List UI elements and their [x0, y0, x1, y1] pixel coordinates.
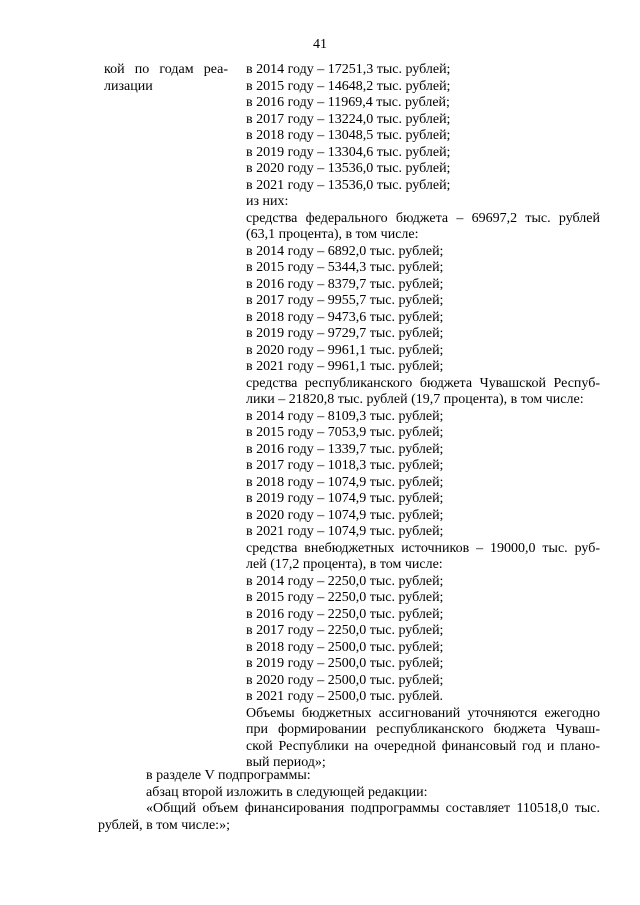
extrabudget-heading-line-1: средства внебюджетных источников – 19000,0 тыс. руб-: [246, 540, 600, 556]
federal-year-line: в 2015 году – 5344,3 тыс. рублей;: [246, 260, 444, 275]
republic-year-line: в 2014 году – 8109,3 тыс. рублей;: [246, 408, 444, 424]
republic-year-line: в 2021 году – 1074,9 тыс. рублей;: [246, 524, 444, 539]
federal-year-line: в 2014 году – 6892,0 тыс. рублей;: [246, 243, 444, 259]
republic-year-line: в 2020 году – 1074,9 тыс. рублей;: [246, 507, 444, 523]
extrabudget-year-line: в 2019 году – 2500,0 тыс. рублей;: [246, 656, 444, 671]
federal-year-line: в 2018 году – 9473,6 тыс. рублей;: [246, 309, 444, 325]
total-year-line: в 2017 году – 13224,0 тыс. рублей;: [246, 111, 451, 127]
financing-quote-line-2: рублей, в том числе:»;: [98, 817, 230, 833]
federal-heading-line-2: (63,1 процента), в том числе:: [246, 227, 419, 242]
amendment-text: [98, 768, 600, 834]
total-year-line: в 2016 году – 11969,4 тыс. рублей;: [246, 95, 450, 110]
extrabudget-year-line: в 2016 году – 2250,0 тыс. рублей;: [246, 606, 444, 622]
note-line-1: Объемы бюджетных ассигнований уточняются ежегодно: [246, 705, 600, 721]
total-year-line: в 2014 году – 17251,3 тыс. рублей;: [246, 62, 451, 77]
total-year-line: в 2018 году – 13048,5 тыс. рублей;: [246, 128, 451, 143]
funding-details: [246, 62, 600, 772]
left-label-line-2: лизации: [104, 78, 153, 94]
left-label-line-1: кой по годам реа-: [104, 62, 228, 77]
republic-year-line: в 2017 году – 1018,3 тыс. рублей;: [246, 458, 444, 473]
extrabudget-year-line: в 2021 году – 2500,0 тыс. рублей.: [246, 689, 444, 704]
section-v-line: в разделе V подпрограммы:: [146, 768, 311, 783]
note-line-2: при формировании республиканского бюджета Чуваш-: [246, 722, 600, 737]
federal-year-line: в 2016 году – 8379,7 тыс. рублей;: [246, 276, 444, 292]
federal-year-line: в 2021 году – 9961,1 тыс. рублей;: [246, 359, 444, 374]
left-column-label: [104, 62, 228, 95]
financing-quote-line-1: «Общий объем финансирования подпрограммы составляет 110518,0 тыс.: [146, 801, 600, 816]
total-year-line: в 2020 году – 13536,0 тыс. рублей;: [246, 161, 451, 176]
federal-year-line: в 2019 году – 9729,7 тыс. рублей;: [246, 326, 444, 341]
extrabudget-heading-line-2: лей (17,2 процента), в том числе:: [246, 557, 443, 572]
extrabudget-year-line: в 2015 году – 2250,0 тыс. рублей;: [246, 590, 444, 605]
republic-year-line: в 2015 году – 7053,9 тыс. рублей;: [246, 425, 444, 440]
paragraph-two-line: абзац второй изложить в следующей редакции:: [146, 784, 428, 800]
republic-year-line: в 2016 году – 1339,7 тыс. рублей;: [246, 441, 444, 457]
total-year-line: в 2021 году – 13536,0 тыс. рублей;: [246, 177, 451, 193]
federal-year-line: в 2017 году – 9955,7 тыс. рублей;: [246, 293, 444, 308]
federal-year-line: в 2020 году – 9961,1 тыс. рублей;: [246, 342, 444, 358]
note-line-4: вый период»;: [246, 755, 326, 770]
total-year-line: в 2019 году – 13304,6 тыс. рублей;: [246, 144, 451, 160]
extrabudget-year-line: в 2020 году – 2500,0 тыс. рублей;: [246, 672, 444, 688]
republic-heading-line-1: средства республиканского бюджета Чувашской Респуб-: [246, 375, 600, 391]
note-line-3: ской Республики на очередной финансовый год и плано-: [246, 738, 600, 754]
page-number: 41: [313, 37, 327, 52]
extrabudget-year-line: в 2017 году – 2250,0 тыс. рублей;: [246, 623, 444, 638]
total-year-line: в 2015 году – 14648,2 тыс. рублей;: [246, 78, 451, 94]
extrabudget-year-line: в 2018 году – 2500,0 тыс. рублей;: [246, 639, 444, 655]
of-them-label: из них:: [246, 194, 289, 209]
federal-heading-line-1: средства федерального бюджета – 69697,2 тыс. рублей: [246, 210, 600, 226]
republic-year-line: в 2019 году – 1074,9 тыс. рублей;: [246, 491, 444, 506]
republic-year-line: в 2018 году – 1074,9 тыс. рублей;: [246, 474, 444, 490]
extrabudget-year-line: в 2014 году – 2250,0 тыс. рублей;: [246, 573, 444, 589]
republic-heading-line-2: лики – 21820,8 тыс. рублей (19,7 процента), в том числе:: [246, 392, 584, 407]
